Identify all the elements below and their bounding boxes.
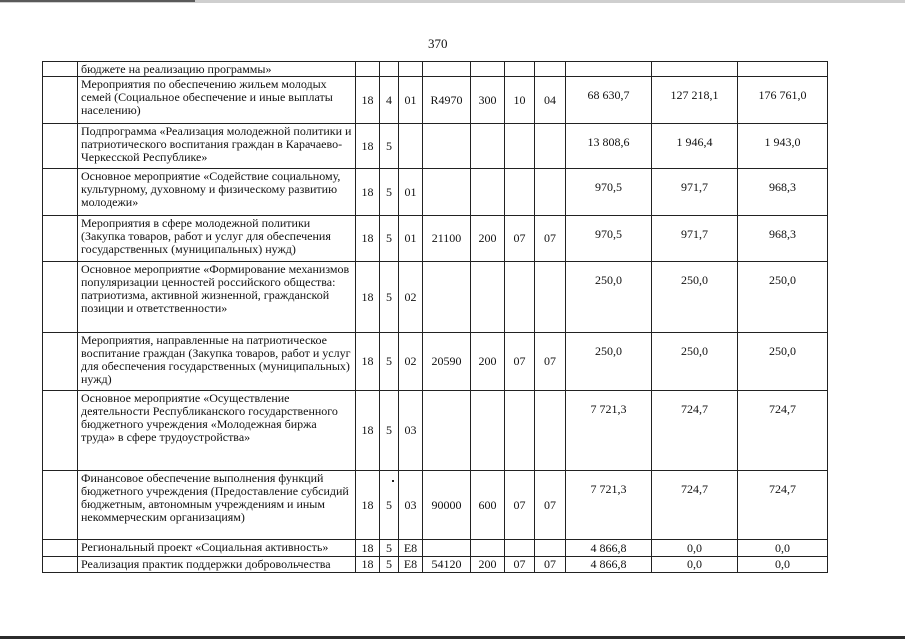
amount-cell-1: 13 808,6 <box>566 124 652 169</box>
page-number: 370 <box>428 36 448 51</box>
code-cell-5 <box>471 262 505 333</box>
code-cell-1 <box>356 62 380 77</box>
code-cell-7 <box>535 391 566 471</box>
code-cell-4: 90000 <box>423 471 471 540</box>
code-cell-5: 200 <box>471 333 505 391</box>
amount-cell-3 <box>738 62 828 77</box>
code-cell-7: 07 <box>535 216 566 262</box>
blank-cell <box>43 557 78 573</box>
table-row <box>43 169 828 216</box>
code-cell-4: 21100 <box>423 216 471 262</box>
code-cell-3 <box>399 62 423 77</box>
code-cell-4 <box>423 391 471 471</box>
code-cell-1: 18 <box>356 333 380 391</box>
amount-cell-3: 968,3 <box>738 169 828 216</box>
code-cell-7: 07 <box>535 333 566 391</box>
blank-cell <box>43 62 78 77</box>
amount-cell-1: 250,0 <box>566 333 652 391</box>
code-cell-7: 04 <box>535 77 566 124</box>
code-cell-2 <box>380 62 399 77</box>
amount-cell-3: 176 761,0 <box>738 77 828 124</box>
row-name-cell: Подпрограмма «Реализация молодежной политики и патриотического воспитания граждан в Карачаево-Черкесской Республике» <box>78 124 356 169</box>
code-cell-7 <box>535 169 566 216</box>
amount-cell-1: 970,5 <box>566 169 652 216</box>
code-cell-1: 18 <box>356 557 380 573</box>
code-cell-4 <box>423 169 471 216</box>
code-cell-4 <box>423 124 471 169</box>
amount-cell-3: 0,0 <box>738 540 828 557</box>
amount-cell-1: 4 866,8 <box>566 557 652 573</box>
code-cell-6: 07 <box>505 216 535 262</box>
table-body <box>43 62 828 573</box>
amount-cell-2: 1 946,4 <box>652 124 738 169</box>
row-name-cell: Основное мероприятие «Содействие социальному, культурному, духовному и физическому развитию молодежи» <box>78 169 356 216</box>
code-cell-4: 54120 <box>423 557 471 573</box>
code-cell-3: 03 <box>399 391 423 471</box>
code-cell-1: 18 <box>356 124 380 169</box>
table-row <box>43 333 828 391</box>
code-cell-3: 02 <box>399 333 423 391</box>
table-row <box>43 540 828 557</box>
amount-cell-2: 127 218,1 <box>652 77 738 124</box>
code-cell-3: 02 <box>399 262 423 333</box>
amount-cell-2: 971,7 <box>652 169 738 216</box>
code-cell-7 <box>535 262 566 333</box>
amount-cell-2: 724,7 <box>652 391 738 471</box>
code-cell-2: 5 <box>380 540 399 557</box>
amount-cell-2: 0,0 <box>652 540 738 557</box>
code-cell-5: 600 <box>471 471 505 540</box>
code-cell-1: 18 <box>356 471 380 540</box>
code-cell-6 <box>505 124 535 169</box>
table-row <box>43 391 828 471</box>
row-name-cell: Мероприятия в сфере молодежной политики (Закупка товаров, работ и услуг для обеспечения государственных (муниципальных) нужд) <box>78 216 356 262</box>
table-row <box>43 557 828 573</box>
code-cell-2: 5 <box>380 391 399 471</box>
table-row <box>43 262 828 333</box>
code-cell-2: 5 <box>380 124 399 169</box>
blank-cell <box>43 169 78 216</box>
amount-cell-1 <box>566 62 652 77</box>
code-cell-6: 07 <box>505 333 535 391</box>
code-cell-2: 4 <box>380 77 399 124</box>
amount-cell-2: 0,0 <box>652 557 738 573</box>
code-cell-2: 5 <box>380 471 399 540</box>
amount-cell-2: 250,0 <box>652 262 738 333</box>
code-cell-3: 01 <box>399 169 423 216</box>
scan-top-edge-dark <box>0 0 195 2</box>
code-cell-3: 01 <box>399 77 423 124</box>
row-name-cell: Основное мероприятие «Осуществление деятельности Республиканского государственного бюджетного учреждения «Молодежная биржа труда» в сфере трудоустройства» <box>78 391 356 471</box>
code-cell-6: 10 <box>505 77 535 124</box>
code-cell-7: 07 <box>535 471 566 540</box>
code-cell-4: 20590 <box>423 333 471 391</box>
blank-cell <box>43 216 78 262</box>
blank-cell <box>43 124 78 169</box>
code-cell-5: 200 <box>471 216 505 262</box>
amount-cell-3: 968,3 <box>738 216 828 262</box>
code-cell-2: 5 <box>380 557 399 573</box>
code-cell-2: 5 <box>380 169 399 216</box>
code-cell-1: 18 <box>356 540 380 557</box>
table-row <box>43 216 828 262</box>
code-cell-7: 07 <box>535 557 566 573</box>
code-cell-7 <box>535 124 566 169</box>
code-cell-2: 5 <box>380 333 399 391</box>
code-cell-5 <box>471 124 505 169</box>
amount-cell-1: 250,0 <box>566 262 652 333</box>
stray-dot <box>392 480 394 482</box>
code-cell-1: 18 <box>356 169 380 216</box>
amount-cell-1: 7 721,3 <box>566 471 652 540</box>
row-name-cell: Финансовое обеспечение выполнения функций бюджетного учреждения (Предоставление субсидий бюджетным, автономным учреждениям и иным некоммерческим организациям) <box>78 471 356 540</box>
amount-cell-2: 250,0 <box>652 333 738 391</box>
amount-cell-2 <box>652 62 738 77</box>
code-cell-1: 18 <box>356 216 380 262</box>
code-cell-6: 07 <box>505 471 535 540</box>
amount-cell-3: 250,0 <box>738 262 828 333</box>
row-name-cell: Мероприятия по обеспечению жильем молодых семей (Социальное обеспечение и иные выплаты населению) <box>78 77 356 124</box>
code-cell-3: E8 <box>399 540 423 557</box>
code-cell-3: E8 <box>399 557 423 573</box>
row-name-cell: Основное мероприятие «Формирование механизмов популяризации ценностей российского общества: патриотизма, активной жизненной, гражданской позиции и ответственности» <box>78 262 356 333</box>
code-cell-6 <box>505 391 535 471</box>
amount-cell-3: 0,0 <box>738 557 828 573</box>
code-cell-5: 200 <box>471 557 505 573</box>
table-row <box>43 471 828 540</box>
amount-cell-2: 724,7 <box>652 471 738 540</box>
blank-cell <box>43 262 78 333</box>
code-cell-7 <box>535 540 566 557</box>
code-cell-5 <box>471 391 505 471</box>
amount-cell-2: 971,7 <box>652 216 738 262</box>
amount-cell-1: 68 630,7 <box>566 77 652 124</box>
code-cell-5: 300 <box>471 77 505 124</box>
row-name-cell: бюджете на реализацию программы» <box>78 62 356 77</box>
blank-cell <box>43 471 78 540</box>
code-cell-2: 5 <box>380 216 399 262</box>
code-cell-1: 18 <box>356 391 380 471</box>
blank-cell <box>43 391 78 471</box>
amount-cell-3: 724,7 <box>738 471 828 540</box>
amount-cell-1: 970,5 <box>566 216 652 262</box>
code-cell-4: R4970 <box>423 77 471 124</box>
code-cell-1: 18 <box>356 262 380 333</box>
blank-cell <box>43 540 78 557</box>
code-cell-6 <box>505 262 535 333</box>
amount-cell-3: 250,0 <box>738 333 828 391</box>
row-name-cell: Реализация практик поддержки добровольчества <box>78 557 356 573</box>
code-cell-5 <box>471 62 505 77</box>
table-row <box>43 77 828 124</box>
code-cell-2: 5 <box>380 262 399 333</box>
code-cell-6 <box>505 62 535 77</box>
code-cell-3: 01 <box>399 216 423 262</box>
code-cell-4 <box>423 62 471 77</box>
amount-cell-3: 724,7 <box>738 391 828 471</box>
budget-table <box>42 61 828 573</box>
blank-cell <box>43 333 78 391</box>
amount-cell-1: 4 866,8 <box>566 540 652 557</box>
row-name-cell: Региональный проект «Социальная активность» <box>78 540 356 557</box>
code-cell-1: 18 <box>356 77 380 124</box>
code-cell-6: 07 <box>505 557 535 573</box>
row-name-cell: Мероприятия, направленные на патриотическое воспитание граждан (Закупка товаров, работ и услуг для обеспечения государственных (муниципальных) нужд) <box>78 333 356 391</box>
blank-cell <box>43 77 78 124</box>
code-cell-7 <box>535 62 566 77</box>
table-row <box>43 62 828 77</box>
code-cell-3: 03 <box>399 471 423 540</box>
code-cell-6 <box>505 540 535 557</box>
code-cell-5 <box>471 169 505 216</box>
table-row <box>43 124 828 169</box>
amount-cell-1: 7 721,3 <box>566 391 652 471</box>
code-cell-5 <box>471 540 505 557</box>
code-cell-6 <box>505 169 535 216</box>
code-cell-4 <box>423 262 471 333</box>
code-cell-4 <box>423 540 471 557</box>
amount-cell-3: 1 943,0 <box>738 124 828 169</box>
code-cell-3 <box>399 124 423 169</box>
